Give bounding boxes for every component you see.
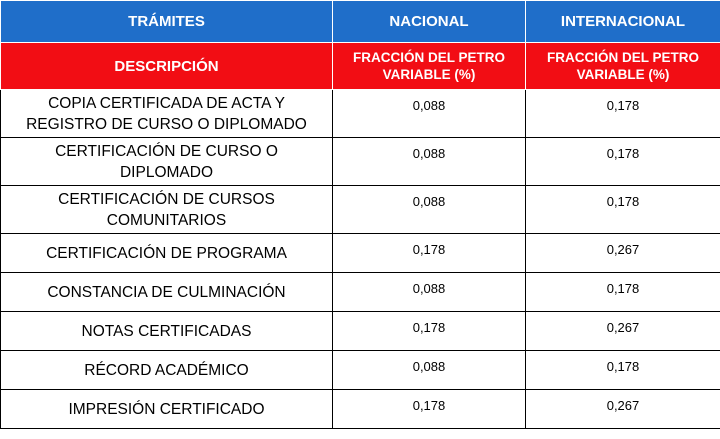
table-row [1, 351, 720, 390]
header-tramites: TRÁMITES [1, 1, 333, 43]
header-internacional: INTERNACIONAL [526, 1, 720, 43]
table-row [1, 273, 720, 312]
row-internacional-value: 0,178 [526, 138, 720, 186]
row-descripcion: RÉCORD ACADÉMICO [1, 351, 333, 390]
row-nacional-value: 0,088 [333, 90, 526, 138]
row-nacional-value: 0,088 [333, 351, 526, 390]
table-row [1, 312, 720, 351]
table-row [1, 234, 720, 273]
row-internacional-value: 0,267 [526, 312, 720, 351]
subheader-internacional: FRACCIÓN DEL PETRO VARIABLE (%) [526, 43, 720, 90]
header-nacional: NACIONAL [333, 1, 526, 43]
subheader-nacional: FRACCIÓN DEL PETRO VARIABLE (%) [333, 43, 526, 90]
row-descripcion: IMPRESIÓN CERTIFICADO [1, 390, 333, 429]
row-descripcion: COPIA CERTIFICADA DE ACTA Y REGISTRO DE CURSO O DIPLOMADO [1, 90, 333, 138]
row-internacional-value: 0,267 [526, 234, 720, 273]
row-descripcion: CERTIFICACIÓN DE CURSOS COMUNITARIOS [1, 186, 333, 234]
row-internacional-value: 0,178 [526, 351, 720, 390]
row-nacional-value: 0,178 [333, 390, 526, 429]
table-header-row [1, 1, 720, 43]
row-nacional-value: 0,088 [333, 273, 526, 312]
row-nacional-value: 0,088 [333, 186, 526, 234]
row-internacional-value: 0,178 [526, 273, 720, 312]
row-descripcion: NOTAS CERTIFICADAS [1, 312, 333, 351]
table-row [1, 90, 720, 138]
row-descripcion: CONSTANCIA DE CULMINACIÓN [1, 273, 333, 312]
row-internacional-value: 0,267 [526, 390, 720, 429]
table-row [1, 390, 720, 429]
table-row [1, 138, 720, 186]
row-nacional-value: 0,178 [333, 312, 526, 351]
row-descripcion: CERTIFICACIÓN DE PROGRAMA [1, 234, 333, 273]
row-internacional-value: 0,178 [526, 90, 720, 138]
fees-table-body [1, 1, 720, 429]
table-subheader-row [1, 43, 720, 90]
row-descripcion: CERTIFICACIÓN DE CURSO O DIPLOMADO [1, 138, 333, 186]
table-row [1, 186, 720, 234]
row-internacional-value: 0,178 [526, 186, 720, 234]
row-nacional-value: 0,178 [333, 234, 526, 273]
subheader-descripcion: DESCRIPCIÓN [1, 43, 333, 90]
row-nacional-value: 0,088 [333, 138, 526, 186]
